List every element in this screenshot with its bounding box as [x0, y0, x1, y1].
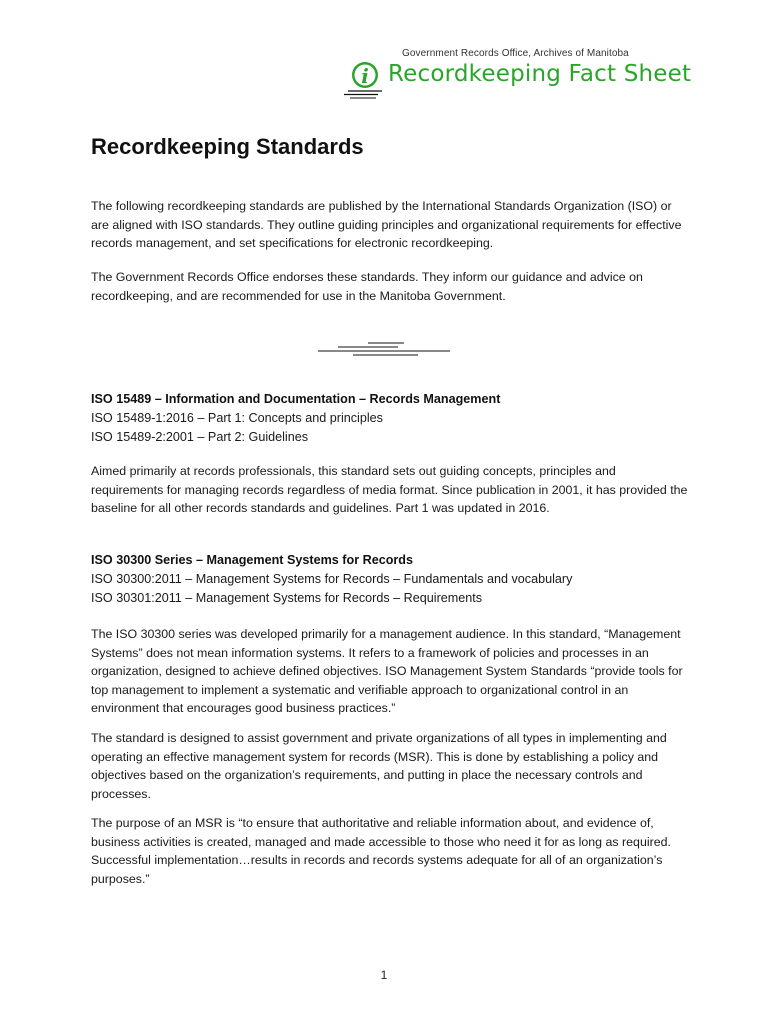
header-title: Recordkeeping Fact Sheet [388, 61, 692, 87]
section-paragraph: Aimed primarily at records professionals, this standard sets out guiding concepts, principles and requirements for managing records regardless of media format. Since publication in 2001, it has provided the baseline for all other records standards and guidelines. Part 1 was updated in 2016. [91, 464, 688, 515]
standard-item: ISO 30300:2011 – Management Systems for Records – Fundamentals and vocabulary [91, 572, 573, 586]
header-subtitle: Government Records Office, Archives of Manitoba [402, 48, 629, 59]
page-number: 1 [380, 968, 388, 982]
info-icon [340, 56, 386, 100]
section-heading-iso-15489: ISO 15489 – Information and Documentation – Records Management [91, 392, 501, 406]
standard-item: ISO 30301:2011 – Management Systems for Records – Requirements [91, 591, 483, 605]
section-paragraph: The ISO 30300 series was developed primarily for a management audience. In this standard, “Management Systems” does not mean information systems. It refers to a framework of policies and processes in an organization, designed to achieve defined objectives. ISO Management System Standards “provide tools for top management to implement a systematic and verifiable approach to organizational control in an environment that encourages good business practices.” [91, 627, 683, 715]
section-paragraph: The standard is designed to assist government and private organizations of all types in implementing and operating an effective management system for records (MSR). This is done by establishing a policy and objectives based on the organization’s requirements, and putting in place the necessary controls and processes. [91, 731, 667, 801]
page-header [340, 48, 740, 98]
section-heading-iso-30300: ISO 30300 Series – Management Systems for Records [91, 553, 413, 567]
page-title: Recordkeeping Standards [91, 134, 364, 159]
intro-paragraph-2: The Government Records Office endorses these standards. They inform our guidance and advice on recordkeeping, and are recommended for use in the Manitoba Government. [91, 270, 643, 303]
intro-paragraph-1: The following recordkeeping standards are published by the International Standards Organization (ISO) or are aligned with ISO standards. They outline guiding principles and organizational requirements for effective records management, and set specifications for electronic recordkeeping. [91, 199, 682, 250]
section-divider [318, 340, 453, 360]
logo-letter: i [361, 64, 369, 88]
standard-item: ISO 15489-1:2016 – Part 1: Concepts and principles [91, 411, 383, 425]
section-paragraph: The purpose of an MSR is “to ensure that authoritative and reliable information about, and evidence of, business activities is created, managed and made accessible to those who need it for as long as required. Successful implementation…results in records and records systems adequate for all of an organization’s purposes.” [91, 816, 671, 886]
standard-item: ISO 15489-2:2001 – Part 2: Guidelines [91, 430, 309, 444]
